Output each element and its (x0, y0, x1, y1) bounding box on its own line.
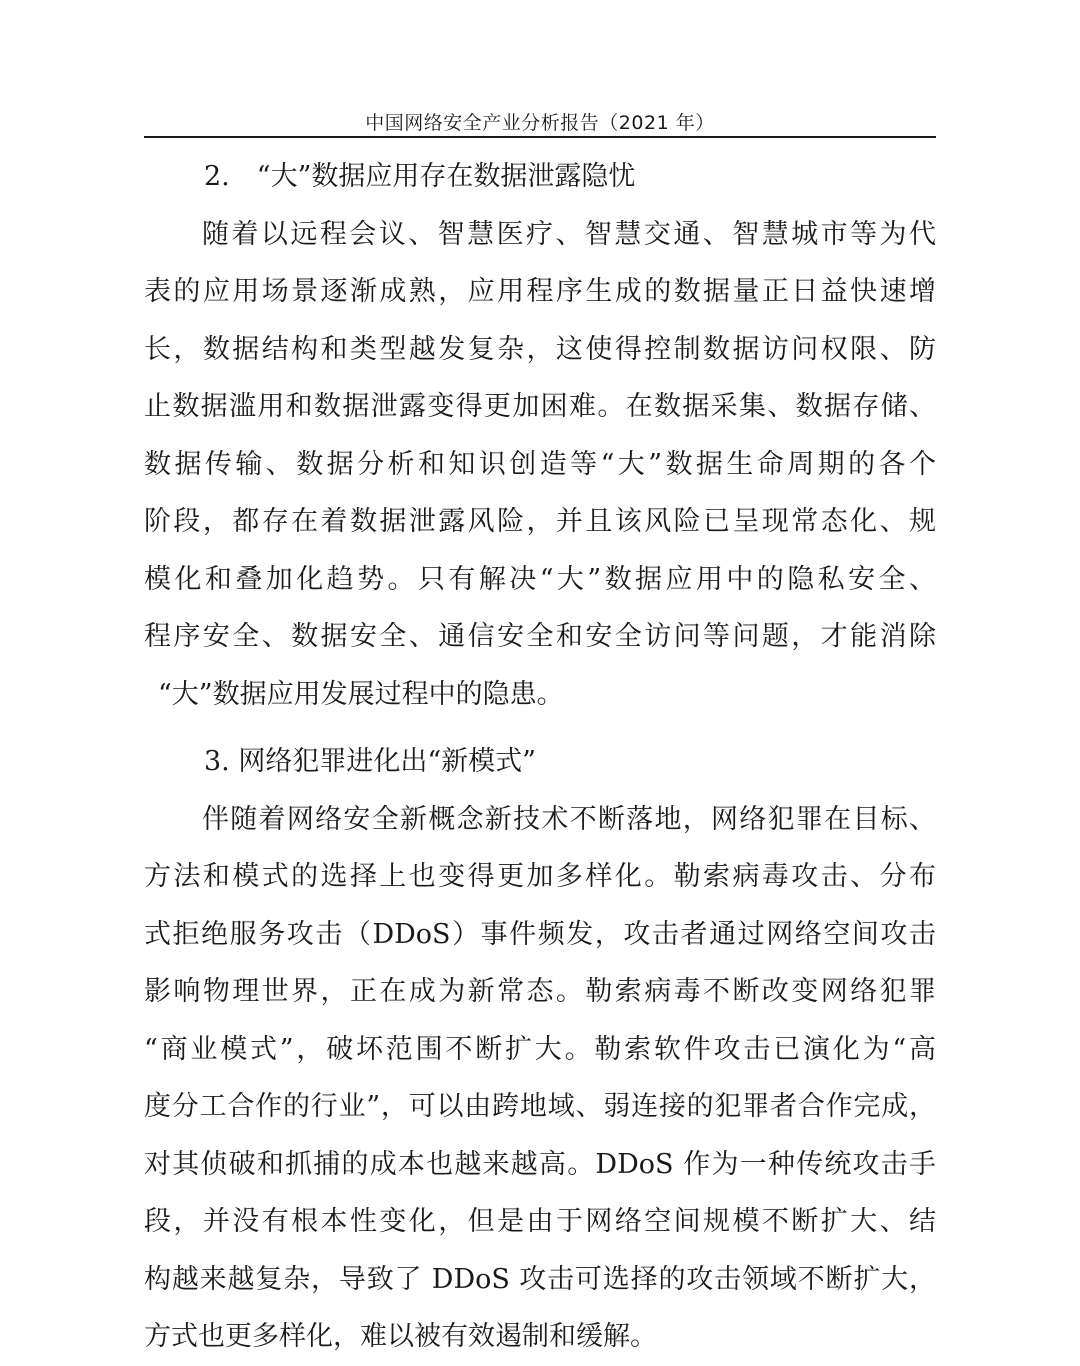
paragraph-line: 表的应用场景逐渐成熟，应用程序生成的数据量正日益快速增 (144, 276, 936, 307)
paragraph-line: 程序安全、数据安全、通信安全和安全访问等问题，才能消除 (144, 621, 936, 652)
paragraph-line: 随着以远程会议、智慧医疗、智慧交通、智慧城市等为代 (202, 218, 936, 250)
paragraph-line: 度分工合作的行业”，可以由跨地域、弱连接的犯罪者合作完成， (144, 1091, 936, 1122)
paragraph-line: 阶段，都存在着数据泄露风险，并且该风险已呈现常态化、规 (144, 506, 936, 537)
paragraph-line: 方法和模式的选择上也变得更加多样化。勒索病毒攻击、分布 (144, 861, 936, 892)
body-text (144, 148, 936, 1366)
paragraph-line: 模化和叠加化趋势。只有解决“大”数据应用中的隐私安全、 (144, 563, 936, 595)
paragraph-line: 止数据滥用和数据泄露变得更加困难。在数据采集、数据存储、 (144, 391, 936, 422)
paragraph-line: 方式也更多样化，难以被有效遏制和缓解。 (144, 1321, 657, 1352)
header-rule (144, 136, 936, 138)
section-gap (144, 723, 936, 733)
paragraph-line: 构越来越复杂，导致了 DDoS 攻击可选择的攻击领域不断扩大， (144, 1263, 936, 1295)
paragraph-line: 伴随着网络安全新概念新技术不断落地，网络犯罪在目标、 (202, 803, 936, 835)
section-heading-3: 3. 网络犯罪进化出“新模式” (204, 746, 536, 777)
paragraph-line: 式拒绝服务攻击（DDoS）事件频发，攻击者通过网络空间攻击 (144, 918, 936, 950)
paragraph-line: 影响物理世界，正在成为新常态。勒索病毒不断改变网络犯罪 (144, 976, 936, 1007)
running-header: 中国网络安全产业分析报告（2021 年） (365, 112, 715, 134)
paragraph-line: 数据传输、数据分析和知识创造等“大”数据生命周期的各个 (144, 448, 936, 480)
section-heading-2: 2. “大”数据应用存在数据泄露隐忧 (204, 161, 636, 192)
paragraph-line: 长，数据结构和类型越发复杂，这使得控制数据访问权限、防 (144, 333, 936, 365)
paragraph-line: 对其侦破和抓捕的成本也越来越高。DDoS 作为一种传统攻击手 (144, 1148, 936, 1180)
paragraph-line: “商业模式”，破坏范围不断扩大。勒索软件攻击已演化为“高 (144, 1033, 936, 1065)
paragraph-line: 段，并没有根本性变化，但是由于网络空间规模不断扩大、结 (144, 1206, 936, 1237)
paragraph-line: “大”数据应用发展过程中的隐患。 (158, 678, 564, 710)
